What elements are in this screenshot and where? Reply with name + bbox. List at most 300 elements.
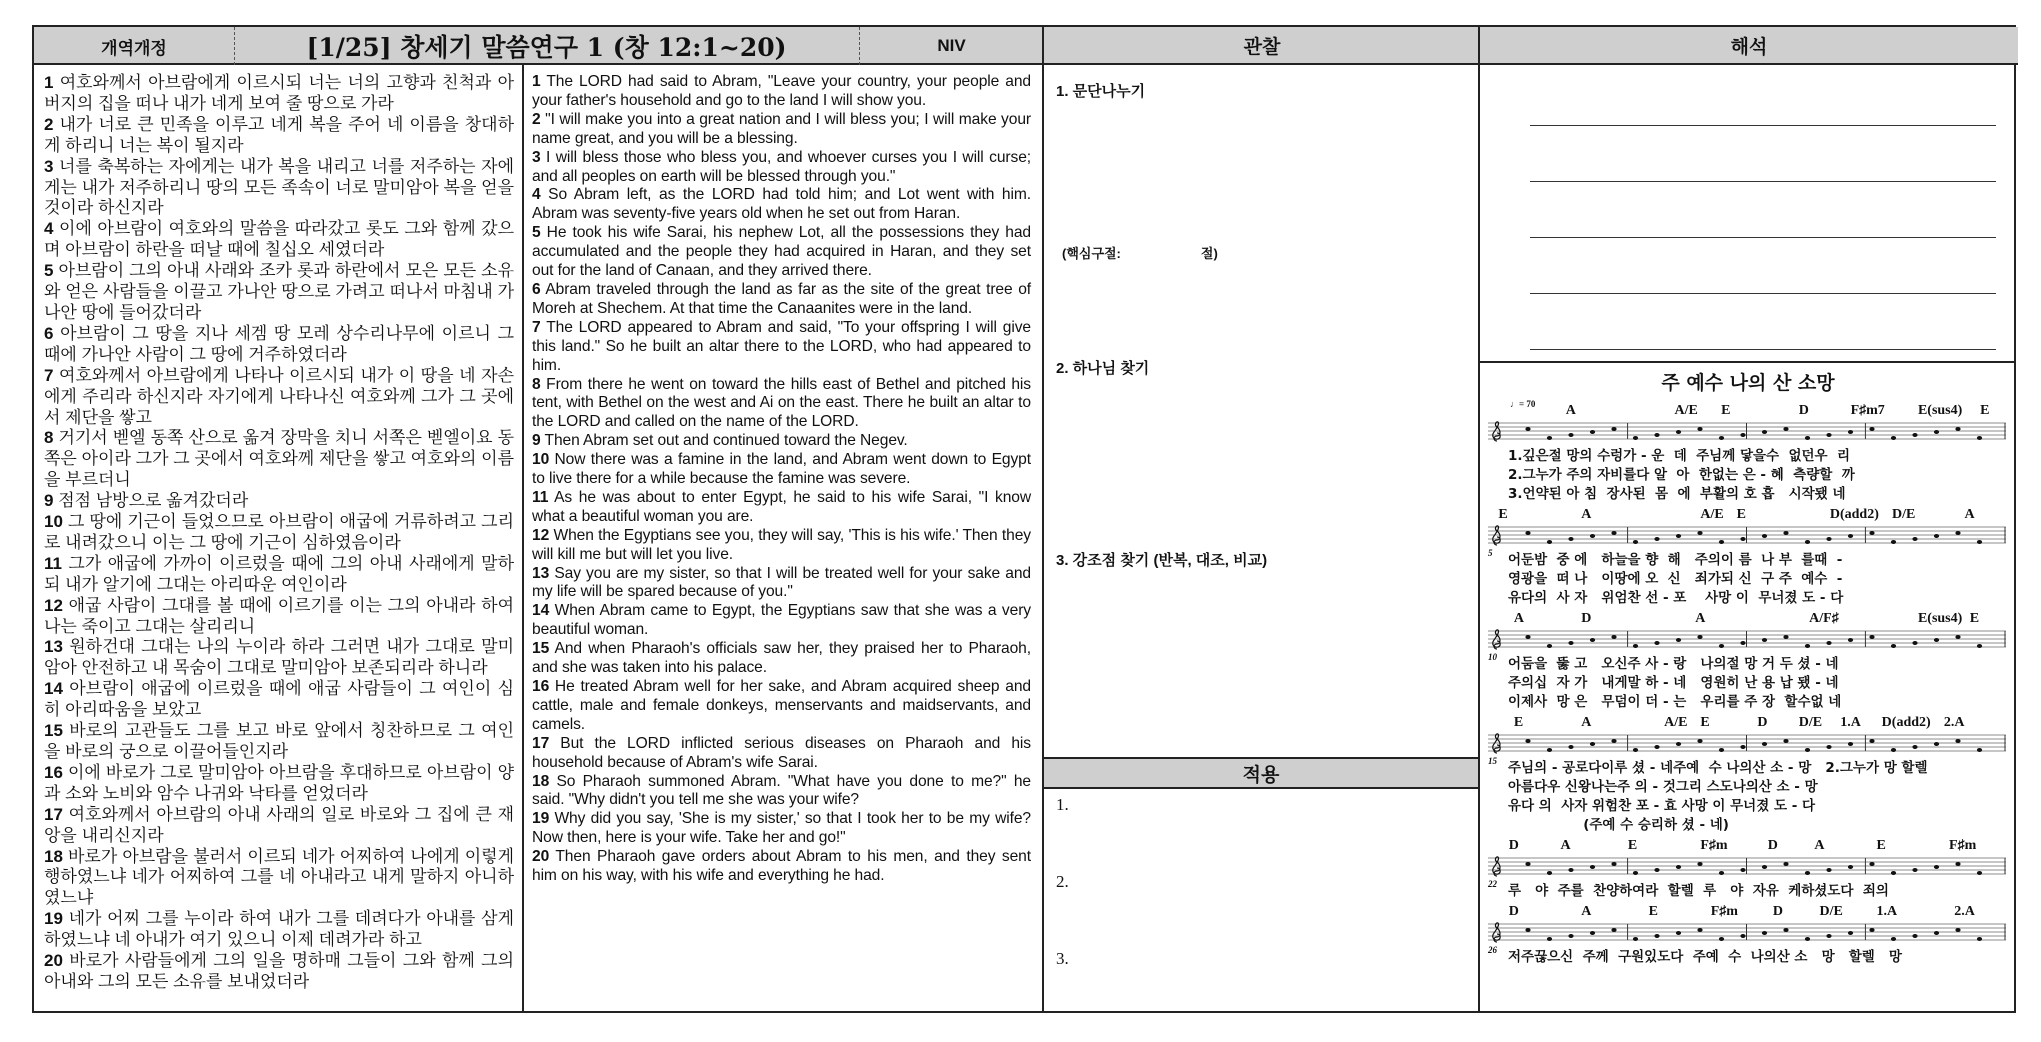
chord-symbol: D	[1508, 838, 1519, 853]
note	[1783, 862, 1788, 866]
verse-number: 8	[532, 375, 541, 393]
note	[1977, 540, 1982, 544]
note	[1826, 641, 1831, 645]
staff	[1488, 922, 2006, 944]
note	[1719, 540, 1724, 544]
note	[1762, 931, 1767, 935]
note	[1826, 537, 1831, 541]
verse-text: He treated Abram well for her sake, and Abram acquired sheep and cattle, male and female donkeys, menservants and maidservants, and camels.	[532, 678, 1031, 733]
note	[1697, 928, 1702, 932]
verse-text: 거기서 벧엘 동쪽 산으로 옮겨 장막을 치니 서쪽은 벧엘이요 동쪽은 아이라 그가 그 곳에서 여호와께 제단을 쌓고 여호와의 이름을 부르더니	[44, 428, 514, 490]
note	[1762, 742, 1767, 746]
note	[1977, 436, 1982, 440]
verse-number: 10	[44, 512, 63, 532]
note	[1611, 739, 1616, 743]
verse	[532, 810, 1031, 846]
verse	[532, 773, 1031, 809]
verse-number: 15	[44, 721, 63, 741]
verse-text: 바로가 사람들에게 그의 일을 명하매 그들이 그와 함께 그의 아내와 그의 모든 소유를 보내었더라	[44, 951, 514, 991]
treble-clef-icon	[1493, 630, 1500, 649]
note	[1654, 745, 1659, 749]
note	[1697, 531, 1702, 535]
staff	[1488, 629, 2006, 651]
chord-symbol: A/E	[1674, 403, 1698, 418]
lyric-line: 루 야 주를 찬양하여라 할렐 루 야 자유 케하셨도다 죄의	[1508, 883, 1889, 899]
verse	[44, 115, 514, 155]
verse	[532, 186, 1031, 222]
verse	[44, 554, 514, 594]
verse-number: 15	[532, 640, 550, 658]
verse-text: 바로의 고관들도 그를 보고 바로 앞에서 칭찬하므로 그 여인을 바로의 궁으로 이끌어들인지라	[44, 721, 514, 761]
note	[1891, 436, 1896, 440]
note	[1568, 745, 1573, 749]
chord-symbol: A	[1964, 507, 1975, 522]
verse-number: 9	[44, 491, 54, 511]
verse	[44, 763, 514, 803]
chord-row	[1488, 403, 2006, 419]
lyric-line: 어둠을 뚫 고 오신주 사 - 랑 나의절 망 거 두 셨 - 네	[1508, 656, 1839, 672]
note	[1762, 430, 1767, 434]
chord-symbol: E	[1700, 715, 1710, 730]
note	[1934, 430, 1939, 434]
note	[1719, 436, 1724, 440]
header-version-label: 개역개정	[101, 38, 167, 58]
measure-number: 22	[1488, 879, 1497, 889]
observation-item-1: 1. 문단나누기	[1056, 83, 1146, 100]
writing-line[interactable]	[1530, 181, 1996, 182]
treble-clef-icon	[1493, 422, 1500, 441]
chord-symbol: E	[1498, 507, 1508, 522]
chord-symbol: E	[1980, 403, 1990, 418]
note	[1676, 865, 1681, 869]
verse-number: 2	[44, 114, 54, 134]
staff	[1488, 856, 2006, 878]
observation-section	[1044, 67, 1478, 1011]
note	[1525, 739, 1530, 743]
chord-symbol: F♯m	[1710, 904, 1738, 919]
note	[1547, 540, 1552, 544]
note	[1891, 748, 1896, 752]
note	[1676, 742, 1681, 746]
header-observation: 관찰	[1044, 27, 1480, 65]
note	[1869, 635, 1874, 639]
chord-symbol: D(add2)	[1881, 715, 1931, 730]
note	[1805, 871, 1810, 875]
niv-text	[524, 67, 1039, 1011]
verse	[44, 596, 514, 636]
note	[1891, 871, 1896, 875]
lyric-line: (주예 수 승리하 셨 - 네)	[1508, 817, 1729, 833]
verse	[532, 224, 1031, 279]
chord-row	[1488, 507, 2006, 523]
verse-text: 점점 남방으로 옮겨갔더라	[53, 491, 249, 511]
verse-text: 바로가 아브람을 불러서 이르되 네가 어찌하여 나에게 이렇게 행하였느냐 네가 어찌하여 그를 네 아내라고 내게 말하지 아니하였느냐	[44, 846, 514, 908]
chord-symbol: E	[1648, 904, 1658, 919]
note	[1590, 430, 1595, 434]
verse	[44, 73, 514, 113]
chord-symbol: D	[1757, 715, 1768, 730]
chord-symbol: E	[1627, 838, 1638, 853]
lyric-line: 저주끊으신 주께 구원있도다 주예 수 나의산 소 망 할렐 망	[1508, 949, 1902, 965]
note	[1611, 862, 1616, 866]
verse-number: 20	[44, 951, 63, 971]
note	[1697, 739, 1702, 743]
verse	[44, 721, 514, 761]
staff	[1488, 421, 2006, 443]
note	[1977, 937, 1982, 941]
note	[1568, 641, 1573, 645]
verse-text: So Abram left, as the LORD had told him; and Lot went with him. Abram was seventy-five years old when he set out from Haran.	[532, 186, 1031, 223]
verse-number: 20	[532, 848, 550, 866]
note	[1934, 534, 1939, 538]
chord-symbol: D	[1798, 403, 1809, 418]
note	[1568, 868, 1573, 872]
note	[1740, 641, 1745, 645]
lyric-line: 3.언약된 아 침 장사된 몸 에 부활의 호 흡 시작됐 네	[1508, 486, 1846, 502]
staff	[1488, 733, 2006, 755]
chord-symbol: E	[1876, 838, 1886, 853]
verse-text: When Abram came to Egypt, the Egyptians saw that she was a very beautiful woman.	[532, 602, 1031, 639]
writing-line[interactable]	[1530, 125, 1996, 126]
note	[1912, 745, 1917, 749]
verse-number: 17	[44, 804, 63, 824]
chord-symbol: A/E	[1664, 715, 1688, 730]
note	[1848, 865, 1853, 869]
note	[1826, 433, 1831, 437]
verse	[532, 678, 1031, 733]
note	[1955, 739, 1960, 743]
verse-number: 6	[532, 280, 541, 298]
verse	[44, 805, 514, 845]
note	[1697, 862, 1702, 866]
note	[1805, 937, 1810, 941]
chord-symbol: A	[1560, 838, 1571, 853]
verse-text: 네가 어찌 그를 누이라 하여 내가 그를 데려다가 아내를 삼게 하였느냐 네 아내가 여기 있으니 이제 데려가라 하고	[44, 909, 514, 950]
treble-clef-icon	[1493, 923, 1500, 942]
key-verse-prefix: (핵심구절:	[1062, 246, 1121, 261]
verse-text: Abram traveled through the land as far as the site of the great tree of Moreh at Shechem. At that time the Canaanites were in the land.	[532, 280, 1031, 317]
chord-symbol: 1.A	[1840, 715, 1861, 730]
verse-text: Why did you say, 'She is my sister,' so that I took her to be my wife? Now then, here is your wife. Take her and go!"	[532, 810, 1031, 847]
verse-text: Then Pharaoh gave orders about Abram to his men, and they sent him on his way, with his wife and everything he had.	[532, 848, 1031, 885]
application-item-3[interactable]: 3.	[1056, 949, 1069, 968]
note	[1934, 931, 1939, 935]
note	[1719, 644, 1724, 648]
verse-number: 10	[532, 451, 550, 469]
verse-number: 13	[532, 564, 550, 582]
note	[1891, 937, 1896, 941]
writing-line[interactable]	[1530, 293, 1996, 294]
note	[1697, 427, 1702, 431]
measure-number: 26	[1488, 945, 1497, 955]
chord-symbol: A	[1513, 611, 1525, 626]
note	[1590, 638, 1595, 642]
verse-number: 19	[532, 810, 550, 828]
note	[1590, 865, 1595, 869]
note	[1805, 436, 1810, 440]
treble-clef-icon	[1493, 734, 1500, 753]
verse-text: 아브람이 애굽에 이르렀을 때에 애굽 사람들이 그 여인이 심히 아리따움을 보았고	[44, 679, 514, 720]
verse	[44, 261, 514, 322]
note	[1783, 427, 1788, 431]
verse	[532, 376, 1031, 431]
verse-number: 2	[532, 110, 541, 128]
note	[1568, 537, 1573, 541]
lyric-line: 유다 의 사자 위험찬 포 - 효 사망 이 무너졌 도 - 다	[1508, 798, 1816, 814]
note	[1848, 742, 1853, 746]
note	[1590, 742, 1595, 746]
verse-text: 이에 바로가 그로 말미암아 아브람을 후대하므로 아브람이 양과 소와 노비와 암수 나귀와 낙타를 얻었더라	[44, 762, 514, 803]
study-sheet	[32, 25, 2016, 1013]
header-niv-label: NIV	[937, 36, 966, 55]
verse	[44, 324, 514, 364]
verse	[532, 451, 1031, 487]
note	[1912, 868, 1917, 872]
writing-line[interactable]	[1530, 349, 1996, 350]
verse-text: Then Abram set out and continued toward the Negev.	[540, 432, 908, 450]
verse	[532, 602, 1031, 638]
verse-text: 여호와께서 아브람에게 이르시되 너는 너의 고향과 친척과 아버지의 집을 떠나 내가 네게 보여 줄 땅으로 가라	[44, 73, 514, 113]
chord-symbol: 2.A	[1943, 715, 1965, 730]
verse-number: 16	[44, 762, 63, 782]
verse	[532, 640, 1031, 676]
chord-symbol: A	[1581, 715, 1592, 730]
chord-row	[1488, 904, 2006, 920]
chord-symbol: A	[1695, 611, 1706, 626]
note	[1848, 534, 1853, 538]
verse-number: 11	[532, 488, 549, 506]
divider	[234, 27, 235, 65]
chord-symbol: E(sus4)	[1917, 611, 1963, 626]
note	[1955, 862, 1960, 866]
divider	[859, 27, 860, 65]
key-verse-label	[1062, 243, 1218, 262]
verse	[44, 219, 514, 259]
verse	[44, 679, 514, 719]
chord-symbol: E(sus4)	[1917, 403, 1963, 418]
verse-number: 12	[532, 526, 550, 544]
note	[1869, 427, 1874, 431]
lyric-line: 주의십 자 가 내게말 하 - 네 영원히 난 용 납 됐 - 네	[1508, 675, 1839, 691]
note	[1611, 635, 1616, 639]
note	[1633, 748, 1638, 752]
verse-number: 5	[532, 224, 541, 242]
note	[1547, 644, 1552, 648]
verse-number: 14	[44, 679, 63, 699]
chord-symbol: D(add2)	[1829, 507, 1879, 522]
note	[1805, 540, 1810, 544]
verse-number: 8	[44, 428, 54, 448]
measure-number: 10	[1488, 652, 1497, 662]
verse-number: 13	[44, 637, 63, 657]
verse-number: 1	[44, 73, 54, 92]
verse-text: So Pharaoh summoned Abram. "What have you done to me?" he said. "Why didn't you tell me she was your wife?	[532, 772, 1031, 809]
note	[1547, 436, 1552, 440]
note	[1955, 531, 1960, 535]
lyric-line: 2.그누가 주의 자비를다 알 아 한없는 은 - 혜 측량할 까	[1508, 467, 1855, 483]
note	[1611, 427, 1616, 431]
chord-symbol: D	[1767, 838, 1778, 853]
measure-number: 15	[1488, 756, 1497, 766]
writing-line[interactable]	[1530, 237, 1996, 238]
chord-row	[1488, 611, 2006, 627]
verse-text: 여호와께서 아브람에게 나타나 이르시되 내가 이 땅을 네 자손에게 주리라 하신지라 자기에게 나타나신 여호와께 그가 그 곳에서 제단을 쌓고	[44, 365, 514, 427]
note	[1869, 928, 1874, 932]
note	[1633, 644, 1638, 648]
note	[1848, 638, 1853, 642]
note	[1934, 865, 1939, 869]
note	[1719, 871, 1724, 875]
verse-text: When the Egyptians see you, they will say, 'This is his wife.' Then they will kill me but will let you live.	[532, 526, 1031, 563]
verse-text: 그가 애굽에 가까이 이르렀을 때에 그의 아내 사래에게 말하되 내가 알기에 그대는 아리따운 여인이라	[44, 553, 514, 594]
note	[1977, 871, 1982, 875]
note	[1869, 739, 1874, 743]
lyric-line: 영광을 떠 나 이땅에 오 신 죄가되 신 구 주 예수 -	[1508, 571, 1843, 587]
verse-number: 18	[44, 846, 63, 866]
note	[1805, 748, 1810, 752]
note	[1525, 427, 1530, 431]
application-header: 적용	[1044, 757, 1478, 789]
treble-clef-icon	[1493, 857, 1500, 876]
note	[1977, 748, 1982, 752]
application-item-1[interactable]: 1.	[1056, 795, 1069, 814]
verse	[532, 527, 1031, 563]
chord-symbol: D/E	[1819, 904, 1843, 919]
page-title: [1/25] 창세기 말씀연구 1 (창 12:1~20)	[306, 33, 787, 62]
verse-number: 6	[44, 323, 54, 343]
verse	[44, 951, 514, 991]
note	[1525, 928, 1530, 932]
chord-symbol: D	[1772, 904, 1784, 919]
note	[1783, 531, 1788, 535]
note	[1740, 934, 1745, 938]
chord-symbol: D/E	[1892, 507, 1916, 522]
chord-symbol: E	[1969, 611, 1980, 626]
verse-number: 7	[532, 318, 541, 336]
verse-number: 4	[44, 219, 54, 239]
application-item-2[interactable]: 2.	[1056, 872, 1069, 891]
note	[1719, 748, 1724, 752]
lyric-line: 어둔밤 중 에 하늘을 향 해 주의이 름 나 부 를때 -	[1508, 552, 1843, 568]
song-title: 주 예수 나의 산 소망	[1661, 372, 1835, 394]
chord-row	[1488, 715, 2006, 731]
verse	[44, 512, 514, 552]
treble-clef-icon	[1493, 526, 1500, 545]
verse-number: 3	[44, 156, 54, 176]
chord-symbol: A	[1814, 838, 1825, 853]
note	[1912, 433, 1917, 437]
verse-text: The LORD had said to Abram, "Leave your country, your people and your father's household and go to the land I will show you.	[532, 73, 1031, 109]
verse-number: 12	[44, 595, 63, 615]
verse-number: 9	[532, 432, 541, 450]
note	[1740, 537, 1745, 541]
note	[1547, 937, 1552, 941]
verse	[532, 735, 1031, 771]
staff	[1488, 525, 2006, 547]
verse	[44, 491, 248, 510]
verse-number: 11	[44, 553, 62, 573]
verse	[532, 281, 1031, 317]
note	[1676, 638, 1681, 642]
verse-number: 5	[44, 261, 54, 281]
measure-number: 5	[1488, 548, 1493, 558]
verse-text: 아브람이 그 땅을 지나 세겜 땅 모레 상수리나무에 이르니 그 때에 가나안 사람이 그 땅에 거주하였더라	[44, 323, 514, 364]
verse-text: 이에 아브람이 여호와의 말씀을 따라갔고 롯도 그와 함께 갔으며 아브람이 하란을 떠날 때에 칠십오 세였더라	[44, 219, 514, 260]
note	[1826, 745, 1831, 749]
note	[1762, 638, 1767, 642]
note	[1955, 427, 1960, 431]
chord-symbol: E	[1736, 507, 1746, 522]
chord-row	[1488, 838, 2006, 854]
header-interpretation: 해석	[1480, 27, 2018, 65]
note	[1912, 934, 1917, 938]
verse	[532, 319, 1031, 374]
verse	[44, 366, 514, 427]
note	[1568, 433, 1573, 437]
verse	[44, 428, 514, 489]
note	[1525, 635, 1530, 639]
chord-symbol: 2.A	[1954, 904, 1975, 919]
lyric-line: 주님의 - 공로다이루 셨 - 네주예 수 나의산 소 - 망 2.그누가 망 할렐	[1508, 760, 1928, 776]
note	[1869, 862, 1874, 866]
note	[1654, 934, 1659, 938]
chord-symbol: 1.A	[1876, 904, 1898, 919]
chord-symbol: A	[1581, 507, 1592, 522]
note	[1912, 537, 1917, 541]
note	[1740, 745, 1745, 749]
chord-symbol: D/E	[1798, 715, 1823, 730]
verse-number: 4	[532, 186, 541, 204]
note	[1826, 868, 1831, 872]
verse-text: Now there was a famine in the land, and Abram went down to Egypt to live there for a while because the famine was severe.	[532, 451, 1031, 488]
note	[1891, 644, 1896, 648]
chord-symbol: A	[1581, 904, 1592, 919]
verse-number: 3	[532, 148, 541, 166]
verse-text: "I will make you into a great nation and I will bless you; I will make your name great, and you will be a blessing.	[532, 110, 1031, 147]
note	[1826, 934, 1831, 938]
verse-text: From there he went on toward the hills east of Bethel and pitched his tent, with Bethel on the west and Ai on the east. There he built an altar to the LORD and called on the name of the LORD.	[532, 375, 1031, 431]
note	[1568, 934, 1573, 938]
verse-text: I will bless those who bless you, and whoever curses you I will curse; and all peoples on earth will be blessed through you."	[532, 148, 1031, 185]
note	[1676, 931, 1681, 935]
verse-number: 7	[44, 365, 54, 385]
lyric-line: 아름다우 신왕나는주 의 - 것그리 스도나의산 소 - 망	[1508, 779, 1818, 795]
chord-symbol: D	[1581, 611, 1592, 626]
note	[1848, 430, 1853, 434]
note	[1869, 531, 1874, 535]
verse-number: 17	[532, 734, 550, 752]
chord-symbol: A/F♯	[1809, 611, 1839, 626]
note	[1783, 928, 1788, 932]
key-verse-suffix: 절)	[1200, 246, 1218, 261]
note	[1654, 433, 1659, 437]
verse	[532, 565, 1031, 601]
note	[1783, 635, 1788, 639]
note	[1740, 868, 1745, 872]
note	[1955, 635, 1960, 639]
note	[1633, 937, 1638, 941]
note	[1676, 430, 1681, 434]
note	[1783, 739, 1788, 743]
verse-number: 14	[532, 602, 550, 620]
korean-text	[38, 67, 520, 1011]
observation-item-2: 2. 하나님 찾기	[1056, 360, 1150, 377]
verse-number: 18	[532, 772, 550, 790]
note	[1676, 534, 1681, 538]
verse-number: 19	[44, 909, 63, 929]
chord-symbol: A	[1565, 403, 1576, 418]
note	[1719, 937, 1724, 941]
